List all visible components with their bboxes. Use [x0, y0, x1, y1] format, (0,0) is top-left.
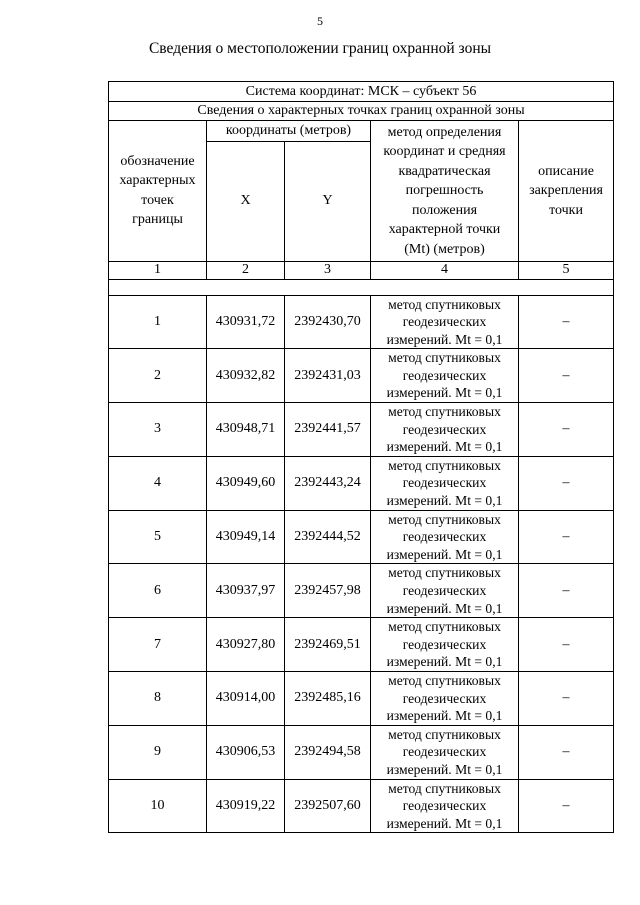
- y-header: Y: [285, 141, 371, 261]
- point-number-cell: 2: [109, 349, 207, 403]
- method-line: геодезических: [402, 798, 487, 814]
- method-line: геодезических: [402, 475, 487, 491]
- column-header-row-top: [109, 121, 614, 142]
- coordinates-header: координаты (метров): [207, 121, 371, 142]
- x-coordinate-cell: 430906,53: [207, 725, 285, 779]
- method-line: геодезических: [402, 636, 487, 652]
- table-row: [109, 510, 614, 564]
- y-coordinate-cell: 2392469,51: [285, 618, 371, 672]
- designation-line: характерных: [119, 173, 196, 189]
- method-cell: [371, 671, 519, 725]
- method-line: измерений. Mt = 0,1: [386, 654, 503, 670]
- method-cell: [371, 725, 519, 779]
- method-cell: [371, 564, 519, 618]
- x-coordinate-cell: 430931,72: [207, 295, 285, 349]
- description-cell: –: [519, 403, 614, 457]
- method-header-line: квадратическая: [398, 163, 491, 179]
- x-header: X: [207, 141, 285, 261]
- separator-row: [109, 279, 614, 295]
- column-number: 5: [519, 261, 614, 279]
- method-cell: [371, 618, 519, 672]
- table-row: [109, 456, 614, 510]
- point-number-cell: 7: [109, 618, 207, 672]
- system-header-row: [109, 82, 614, 102]
- table-row: [109, 618, 614, 672]
- table-row: [109, 564, 614, 618]
- coordinate-system-cell: Система координат: МСК – субъект 56: [109, 82, 614, 102]
- point-number-cell: 6: [109, 564, 207, 618]
- table-row: [109, 403, 614, 457]
- table-row: [109, 671, 614, 725]
- method-line: измерений. Mt = 0,1: [386, 708, 503, 724]
- description-header: [519, 121, 614, 262]
- method-cell: [371, 510, 519, 564]
- method-line: измерений. Mt = 0,1: [386, 439, 503, 455]
- method-line: метод спутниковых: [388, 672, 501, 688]
- method-line: геодезических: [402, 529, 487, 545]
- method-line: метод спутниковых: [388, 780, 501, 796]
- method-line: метод спутниковых: [388, 457, 501, 473]
- method-line: геодезических: [402, 314, 487, 330]
- method-line: метод спутниковых: [388, 296, 501, 312]
- table-row: [109, 295, 614, 349]
- points-info-cell: Сведения о характерных точках границ охранной зоны: [109, 102, 614, 121]
- method-line: измерений. Mt = 0,1: [386, 546, 503, 562]
- points-header-row: [109, 102, 614, 121]
- point-number-cell: 9: [109, 725, 207, 779]
- column-number: 4: [371, 261, 519, 279]
- method-line: метод спутниковых: [388, 511, 501, 527]
- x-coordinate-cell: 430948,71: [207, 403, 285, 457]
- method-line: измерений. Mt = 0,1: [386, 493, 503, 509]
- designation-line: точек: [141, 192, 174, 208]
- point-number-cell: 4: [109, 456, 207, 510]
- method-header-line: положения: [411, 202, 478, 218]
- method-line: измерений. Mt = 0,1: [386, 815, 503, 831]
- method-line: измерений. Mt = 0,1: [386, 331, 503, 347]
- designation-header: [109, 121, 207, 262]
- method-line: геодезических: [402, 583, 487, 598]
- method-header-line: характерной точки: [388, 222, 501, 237]
- column-number: 1: [109, 261, 207, 279]
- boundary-points-table: [108, 81, 614, 833]
- x-coordinate-cell: 430949,14: [207, 510, 285, 564]
- y-coordinate-cell: 2392457,98: [285, 564, 371, 618]
- table-row: [109, 725, 614, 779]
- column-number: 2: [207, 261, 285, 279]
- description-cell: –: [519, 349, 614, 403]
- description-cell: –: [519, 456, 614, 510]
- description-cell: –: [519, 725, 614, 779]
- x-coordinate-cell: 430914,00: [207, 671, 285, 725]
- description-line: описание: [538, 163, 594, 179]
- y-coordinate-cell: 2392494,58: [285, 725, 371, 779]
- x-coordinate-cell: 430927,80: [207, 618, 285, 672]
- description-cell: –: [519, 510, 614, 564]
- designation-line: обозначение: [120, 153, 195, 169]
- method-line: геодезических: [402, 367, 487, 383]
- method-line: геодезических: [402, 744, 487, 760]
- y-coordinate-cell: 2392507,60: [285, 779, 371, 833]
- y-coordinate-cell: 2392444,52: [285, 510, 371, 564]
- description-line: точки: [549, 202, 583, 218]
- method-cell: [371, 349, 519, 403]
- y-coordinate-cell: 2392431,03: [285, 349, 371, 403]
- x-coordinate-cell: 430949,60: [207, 456, 285, 510]
- column-number-row: [109, 261, 614, 279]
- method-header-line: метод определения: [387, 124, 502, 140]
- y-coordinate-cell: 2392441,57: [285, 403, 371, 457]
- method-header-line: погрешность: [405, 183, 484, 198]
- method-line: метод спутниковых: [388, 350, 501, 366]
- y-coordinate-cell: 2392430,70: [285, 295, 371, 349]
- description-cell: –: [519, 295, 614, 349]
- table-row: [109, 779, 614, 833]
- method-line: геодезических: [402, 421, 487, 437]
- method-cell: [371, 779, 519, 833]
- method-cell: [371, 403, 519, 457]
- x-coordinate-cell: 430919,22: [207, 779, 285, 833]
- point-number-cell: 5: [109, 510, 207, 564]
- method-line: метод спутниковых: [388, 619, 501, 635]
- point-number-cell: 10: [109, 779, 207, 833]
- description-cell: –: [519, 618, 614, 672]
- separator-cell: [109, 279, 614, 295]
- description-cell: –: [519, 671, 614, 725]
- method-cell: [371, 456, 519, 510]
- x-coordinate-cell: 430937,97: [207, 564, 285, 618]
- x-coordinate-cell: 430932,82: [207, 349, 285, 403]
- method-line: измерений. Mt = 0,1: [386, 600, 503, 616]
- method-line: геодезических: [402, 690, 487, 706]
- method-line: метод спутниковых: [388, 726, 501, 742]
- designation-line: границы: [132, 212, 183, 228]
- document-title: Сведения о местоположении границ охранной зоны: [148, 40, 492, 57]
- description-cell: –: [519, 779, 614, 833]
- method-header: [371, 121, 519, 262]
- point-number-cell: 3: [109, 403, 207, 457]
- y-coordinate-cell: 2392485,16: [285, 671, 371, 725]
- description-cell: –: [519, 564, 614, 618]
- table-row: [109, 349, 614, 403]
- method-cell: [371, 295, 519, 349]
- method-line: измерений. Mt = 0,1: [386, 385, 503, 401]
- y-coordinate-cell: 2392443,24: [285, 456, 371, 510]
- description-line: закрепления: [529, 183, 603, 198]
- method-line: измерений. Mt = 0,1: [386, 761, 503, 777]
- point-number-cell: 8: [109, 671, 207, 725]
- page-number: 5: [317, 14, 323, 28]
- point-number-cell: 1: [109, 295, 207, 349]
- method-header-line: координат и средняя: [383, 144, 506, 159]
- column-number: 3: [285, 261, 371, 279]
- method-header-line: (Mt) (метров): [404, 241, 485, 257]
- method-line: метод спутниковых: [388, 404, 501, 420]
- method-line: метод спутниковых: [388, 565, 501, 581]
